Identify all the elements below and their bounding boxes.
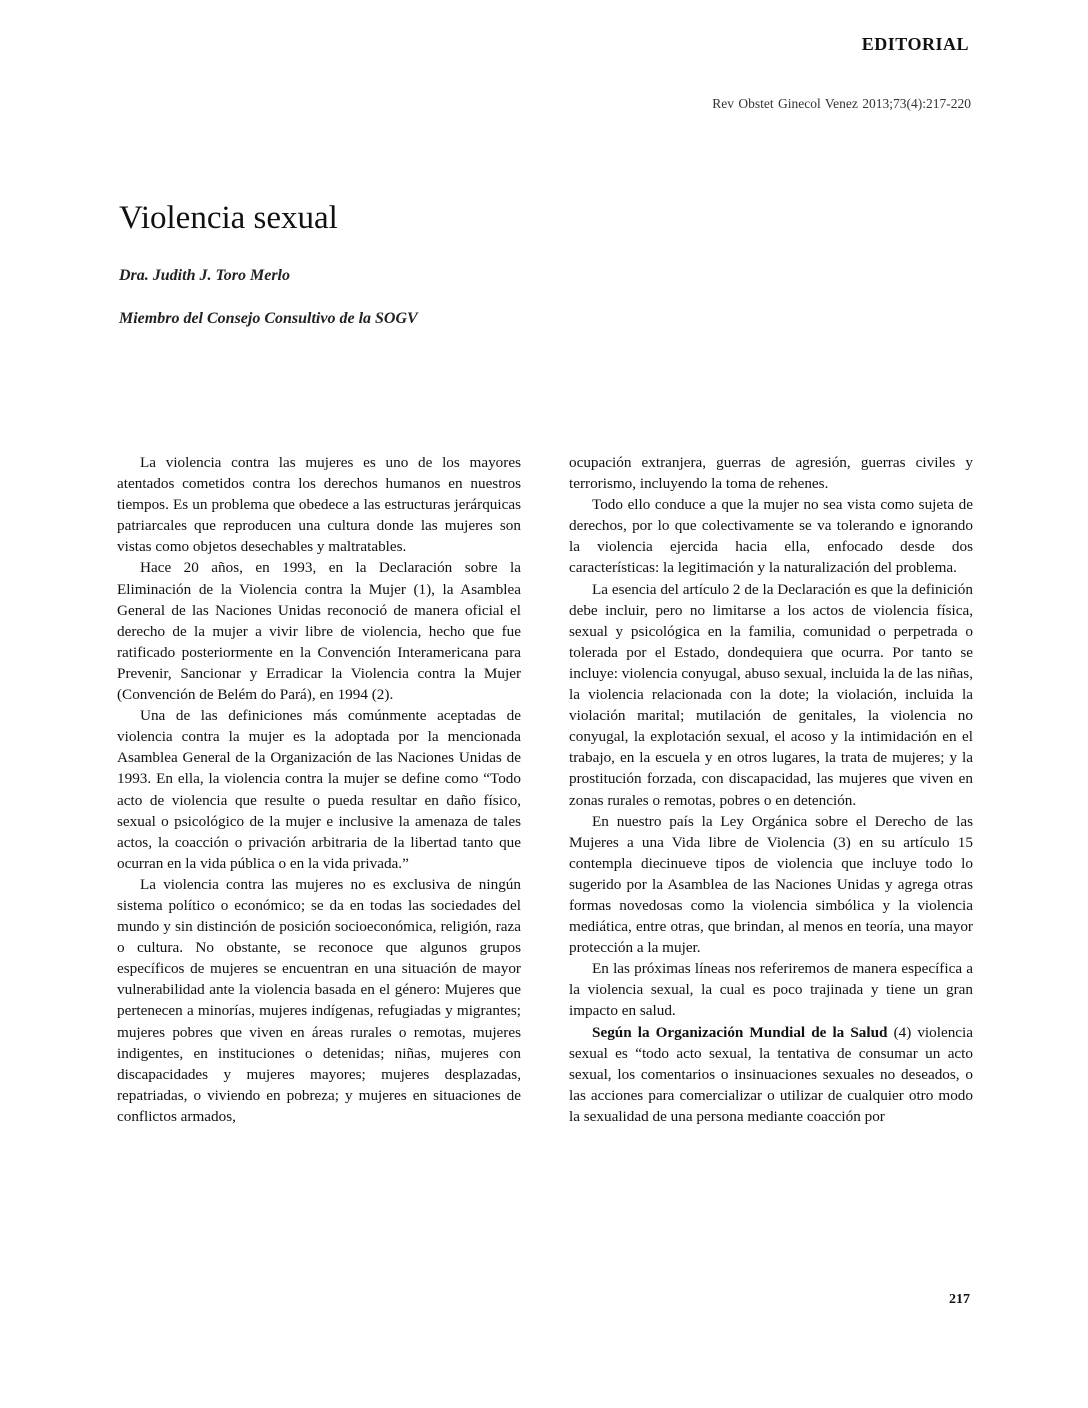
paragraph-lead: Según la Organización Mundial de la Salud <box>592 1023 888 1041</box>
paragraph: La violencia contra las mujeres no es exclusiva de ningún sistema político o económico; se da en todas las sociedades del mundo y sin distinción de posición socioeconómica, religión, raza o cultura. No obstante, se reconoce que algunos grupos específicos de mujeres se encuentran en una situación de mayor vulnerabilidad ante la violencia basada en el género: Mujeres que pertenecen a minorías, mujeres indígenas, refugiadas y migrantes; mujeres pobres que viven en áreas rurales o remotas, mujeres indigentes, en instituciones o detenidas; niñas, mujeres con discapacidades y mujeres mayores; mujeres desplazadas, repatriadas, o viviendo en pobreza; y mujeres en situaciones de conflictos armados, <box>117 875 521 1125</box>
paragraph: Todo ello conduce a que la mujer no sea vista como sujeta de derechos, por lo que colectivamente se va tolerando e ignorando la violencia ejercida hacia ella, enfocado desde dos características: la legitimación y la naturalización del problema. <box>569 496 973 577</box>
paragraph: La violencia contra las mujeres es uno de los mayores atentados cometidos contra los derechos humanos en nuestros tiempos. Es un problema que obedece a las estructuras jerárquicas patriarcales que reproducen una cultura donde las mujeres son vistas como objetos desechables y maltratables. <box>117 454 521 556</box>
paragraph <box>569 1022 973 1127</box>
author-name: Dra. Judith J. Toro Merlo <box>119 267 290 284</box>
article-title: Violencia sexual <box>119 200 338 236</box>
journal-citation: Rev Obstet Ginecol Venez 2013;73(4):217-220 <box>712 96 971 111</box>
left-column <box>117 452 521 1272</box>
paragraph-text: (4) violencia sexual es “todo acto sexual, la tentativa de consumar un acto sexual, los comentarios o insinuaciones sexuales no deseados, o las acciones para comercializar o utilizar de cualquier otro modo la sexualidad de una persona mediante coacción por <box>569 1023 974 1125</box>
section-label: EDITORIAL <box>861 34 969 54</box>
paragraph-continued: ocupación extranjera, guerras de agresión, guerras civiles y terrorismo, incluyendo la toma de rehenes. <box>569 454 973 493</box>
paragraph: Hace 20 años, en 1993, en la Declaración sobre la Eliminación de la Violencia contra la Mujer (1), la Asamblea General de las Naciones Unidas reconoció de manera oficial el derecho de la mujer a vivir libre de violencia, hecho que fue ratificado posteriormente en la Convención Interamericana para Prevenir, Sancionar y Erradicar la Violencia contra la Mujer (Convención de Belém do Pará), en 1994 (2). <box>117 559 521 704</box>
paragraph: Una de las definiciones más comúnmente aceptadas de violencia contra la mujer es la adoptada por la mencionada Asamblea General de la Organización de las Naciones Unidas de 1993. En ella, la violencia contra la mujer se define como “Todo acto de violencia que resulte o pueda resultar en daño físico, sexual o psicológico de la mujer e inclusive la amenaza de tales actos, la coacción o privación arbitraria de la libertad tanto que ocurran en la vida pública o en la vida privada.” <box>117 707 521 872</box>
right-column <box>569 452 973 1272</box>
paragraph: En nuestro país la Ley Orgánica sobre el Derecho de las Mujeres a una Vida libre de Violencia (3) en su artículo 15 contempla diecinueve tipos de violencia que incluye todo lo sugerido por la Asamblea de las Naciones Unidas y agrega otras formas novedosas como la violencia simbólica y la violencia mediática, entre otras, que brindan, al menos en teoría, una mayor protección a la mujer. <box>569 812 973 957</box>
author-affiliation: Miembro del Consejo Consultivo de la SOGV <box>119 310 418 327</box>
paragraph: En las próximas líneas nos referiremos de manera específica a la violencia sexual, la cual es poco trajinada y tiene un gran impacto en salud. <box>569 960 973 1020</box>
page-number: 217 <box>949 1292 970 1307</box>
paragraph: La esencia del artículo 2 de la Declaración es que la definición debe incluir, pero no limitarse a los actos de violencia física, sexual y psicológica en la familia, comunidad o perpetrada o tolerada por el Estado, dondequiera que ocurra. Por tanto se incluye: violencia conyugal, abuso sexual, incluida la de las niñas, la violencia relacionada con la dote; la violación, incluida la violación marital; mutilación de genitales, la violencia no conyugal, la explotación sexual, el acoso y la intimidación en el trabajo, en la escuela y en otros lugares, la trata de mujeres; y la prostitución forzada, con discapacidad, las mujeres que viven en zonas rurales o remotas, pobres o en detención. <box>569 580 973 809</box>
article-body <box>117 452 973 1272</box>
